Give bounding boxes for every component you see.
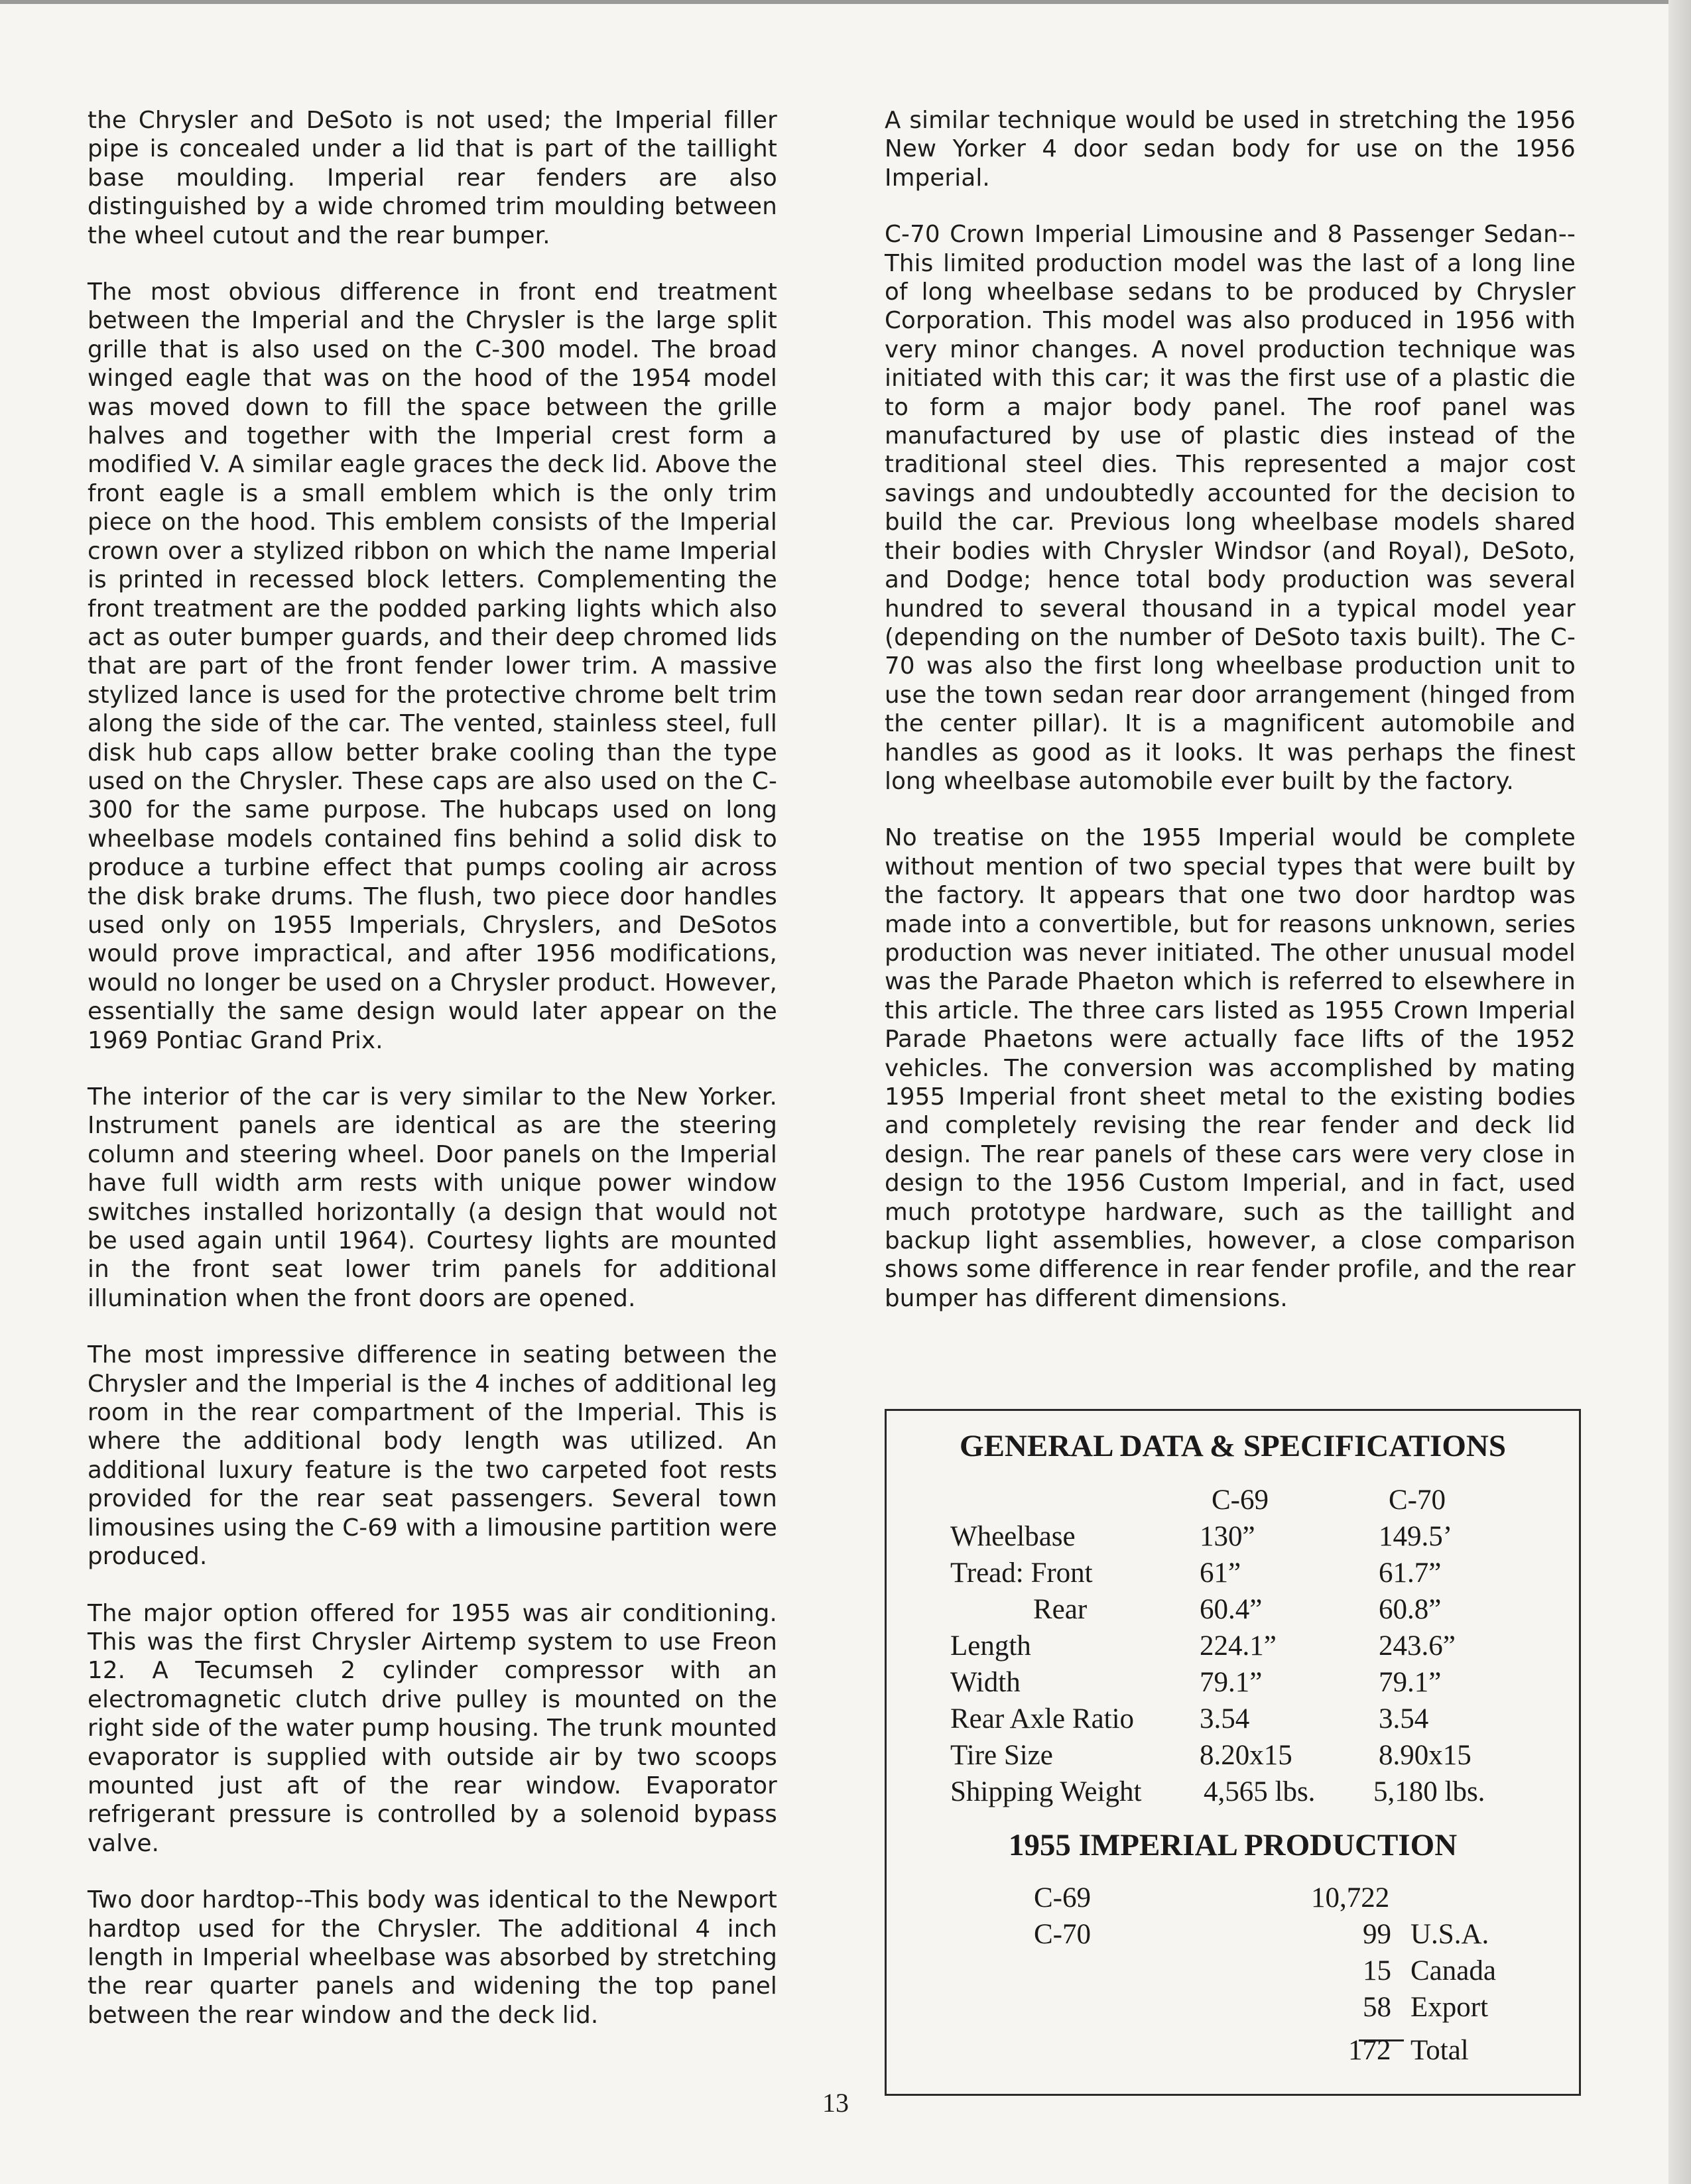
production-count: 15 <box>1363 1955 1391 1986</box>
spec-value-c69: 79.1” <box>1200 1667 1263 1698</box>
spec-value-c69: 4,565 lbs. <box>1204 1776 1316 1807</box>
production-label-c69: C-69 <box>1034 1882 1091 1913</box>
spec-label-rear-axle-ratio: Rear Axle Ratio <box>950 1703 1135 1734</box>
paragraph: No treatise on the 1955 Imperial would be complete without mention of two special types that were built by the factory. It appears that one two door hardtop was made into a convertible, but for reasons unknown, series production was never initiated. The other unusual model was the Parade Phaeton which is referred to elsewhere in this article. The three cars listed as 1955 Crown Imperial Parade Phaetons were actually face lifts of the 1952 vehicles. The conversion was accomplished by mating 1955 Imperial front sheet metal to the existing bodies and completely revising the rear fender and deck lid design. The rear panels of these cars were very close in design to the 1956 Custom Imperial, and in fact, used much prototype hardware, such as the taillight and backup light assemblies, however, a close comparison shows some difference in rear fender profile, and the rear bumper has different dimensions. <box>885 824 1576 1312</box>
spec-value-c69: 130” <box>1200 1521 1255 1552</box>
spec-label-tread-rear: Rear <box>1033 1594 1088 1625</box>
spec-value-c70: 60.8” <box>1379 1594 1442 1625</box>
spec-label-length: Length <box>950 1630 1031 1662</box>
production-market: Export <box>1410 1992 1489 2023</box>
paragraph: C-70 Crown Imperial Limousine and 8 Passenger Sedan--This limited production model was the last of a long line of long wheelbase sedans to be produced by Chrysler Corporation. This model was also produced in 1956 with very minor changes. A novel production technique was initiated with this car; it was the first use of a plastic die to form a major body panel. The roof panel was manufactured by use of plastic dies instead of the traditional steel dies. This represented a major cost savings and undoubtedly accounted for the decision to build the car. Previous long wheelbase models shared their bodies with Chrysler Windsor (and Royal), DeSoto, and Dodge; hence total body production was several hundred to several thousand in a typical model year (depending on the number of DeSoto taxis built). The C-70 was also the first long wheelbase production unit to use the town sedan rear door arrangement (hinged from the center pillar). It is a magnificent automobile and handles as good as it looks. It was perhaps the finest long wheelbase automobile ever built by the factory. <box>885 221 1576 795</box>
production-market: U.S.A. <box>1410 1919 1489 1950</box>
paragraph: the Chrysler and DeSoto is not used; the Imperial filler pipe is concealed under a lid that is part of the taillight base moulding. Imperial rear fenders are also distinguished by a wide chromed trim moulding between the wheel cutout and the rear bumper. <box>88 107 777 249</box>
spec-value-c69: 8.20x15 <box>1200 1740 1292 1771</box>
spec-label-tire-size: Tire Size <box>950 1740 1053 1771</box>
spec-value-c69: 61” <box>1200 1557 1241 1589</box>
page-number: 13 <box>822 2088 849 2118</box>
left-column <box>88 106 777 2057</box>
production-count: 58 <box>1363 1992 1391 2023</box>
spec-value-c70: 79.1” <box>1379 1667 1442 1698</box>
production-total-count: 172 <box>1348 2035 1391 2066</box>
production-market: Canada <box>1410 1955 1496 1986</box>
production-label-c70: C-70 <box>1034 1919 1091 1950</box>
spec-value-c70: 8.90x15 <box>1379 1740 1472 1771</box>
spec-label-wheelbase: Wheelbase <box>950 1521 1076 1552</box>
spec-value-c70: 243.6” <box>1379 1630 1456 1662</box>
specifications-box <box>885 1409 1581 2096</box>
spec-value-c70: 61.7” <box>1379 1557 1442 1589</box>
scan-top-edge <box>0 0 1691 4</box>
specifications-title: GENERAL DATA & SPECIFICATIONS <box>960 1429 1506 1463</box>
spec-value-c69: 3.54 <box>1200 1703 1250 1734</box>
production-total-label: Total <box>1410 2035 1469 2066</box>
paragraph: A similar technique would be used in stretching the 1956 New Yorker 4 door sedan body for use on the 1956 Imperial. <box>885 107 1576 192</box>
spec-label-shipping-weight: Shipping Weight <box>950 1776 1142 1807</box>
paragraph: The interior of the car is very similar to the New Yorker. Instrument panels are identical as are the steering column and steering wheel. Door panels on the Imperial have full width arm rests with unique power window switches installed horizontally (a design that would not be used again until 1964). Courtesy lights are mounted in the front seat lower trim panels for additional illumination when the front doors are opened. <box>88 1083 777 1312</box>
spec-value-c69: 60.4” <box>1200 1594 1263 1625</box>
spec-value-c70: 3.54 <box>1379 1703 1429 1734</box>
spec-value-c69: 224.1” <box>1200 1630 1277 1662</box>
paragraph: The most impressive difference in seating between the Chrysler and the Imperial is the 4 inches of additional leg room in the rear compartment of the Imperial. This is where the additional body length was utilized. An additional luxury feature is the two carpeted foot rests provided for the rear seat passengers. Several town limousines using the C-69 with a limousine partition were produced. <box>88 1341 777 1571</box>
spec-value-c70: 149.5’ <box>1379 1521 1453 1552</box>
paragraph: Two door hardtop--This body was identical to the Newport hardtop used for the Chrysler. The additional 4 inch length in Imperial wheelbase was absorbed by stretching the rear quarter panels and widening the top panel between the rear window and the deck lid. <box>88 1886 777 2029</box>
column-header-c70: C-70 <box>1389 1485 1446 1516</box>
production-count: 99 <box>1363 1919 1391 1950</box>
production-total-c69: 10,722 <box>1311 1882 1390 1913</box>
spec-value-c70: 5,180 lbs. <box>1373 1776 1485 1807</box>
spec-label-tread-front: Tread: Front <box>950 1557 1093 1589</box>
column-header-c69: C-69 <box>1212 1485 1269 1516</box>
scan-right-edge <box>1668 0 1691 2184</box>
paragraph: The major option offered for 1955 was air conditioning. This was the first Chrysler Airtemp system to use Freon 12. A Tecumseh 2 cylinder compressor with an electromagnetic clutch drive pulley is mounted on the right side of the water pump housing. The trunk mounted evaporator is supplied with outside air by two scoops mounted just aft of the rear window. Evaporator refrigerant pressure is controlled by a solenoid bypass valve. <box>88 1599 777 1857</box>
right-column <box>885 106 1576 1341</box>
spec-label-width: Width <box>950 1667 1021 1698</box>
paragraph: The most obvious difference in front end treatment between the Imperial and the Chrysler is the large split grille that is also used on the C-300 model. The broad winged eagle that was on the hood of the 1954 model was moved down to fill the space between the grille halves and together with the Imperial crest form a modified V. A similar eagle graces the deck lid. Above the front eagle is a small emblem which is the only trim piece on the hood. This emblem consists of the Imperial crown over a stylized ribbon on which the name Imperial is printed in recessed block letters. Complementing the front treatment are the podded parking lights which also act as outer bumper guards, and their deep chromed lids that are part of the front fender lower trim. A massive stylized lance is used for the protective chrome belt trim along the side of the car. The vented, stainless steel, full disk hub caps allow better brake cooling than the type used on the Chrysler. These caps are also used on the C-300 for the same purpose. The hubcaps used on long wheelbase models contained fins behind a solid disk to produce a turbine effect that pumps cooling air across the disk brake drums. The flush, two piece door handles used only on 1955 Imperials, Chryslers, and DeSotos would prove impractical, and after 1956 modifications, would no longer be used on a Chrysler product. However, essentially the same design would later appear on the 1969 Pontiac Grand Prix. <box>88 278 777 1054</box>
production-title: 1955 IMPERIAL PRODUCTION <box>1008 1828 1458 1862</box>
